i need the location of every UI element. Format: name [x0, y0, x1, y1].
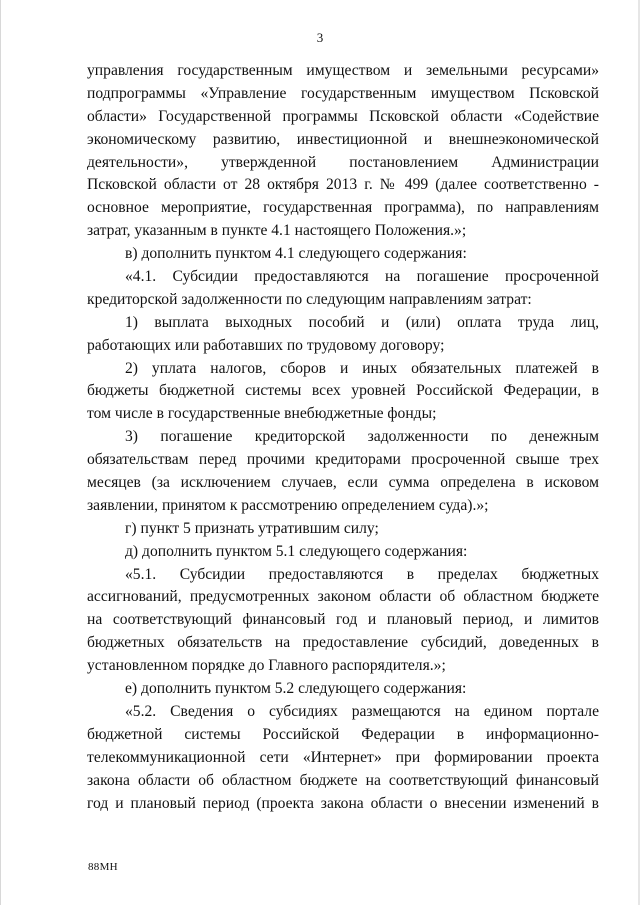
- text-line: том числе в государственные внебюджетные фонды;: [87, 405, 437, 423]
- text-line: Псковской области от 28 октября 2013 г. № 499 (далее соответственно -: [87, 176, 599, 194]
- text-line: «4.1. Субсидии предоставляются на погашение просроченной: [125, 268, 599, 286]
- text-line: е) дополнить пунктом 5.2 следующего содержания:: [125, 680, 467, 698]
- text-line: бюджетных обязательств на предоставление субсидий, доведенных в: [87, 634, 599, 652]
- text-line: деятельности», утвержденной постановлением Администрации: [87, 153, 599, 171]
- text-line: 2) уплата налогов, сборов и иных обязательных платежей в: [125, 359, 599, 377]
- text-line: экономическому развитию, инвестиционной и внешнеэкономической: [87, 130, 599, 148]
- text-line: закона области об областном бюджете на соответствующий финансовый: [87, 771, 599, 789]
- page-number: 3: [316, 30, 324, 45]
- text-line: затрат, указанным в пункте 4.1 настоящего Положения.»;: [87, 222, 467, 240]
- text-line: основное мероприятие, государственная программа), по направлениям: [87, 199, 599, 217]
- text-line: области» Государственной программы Псковской области «Содействие: [87, 107, 599, 125]
- text-line: заявлении, принятом к рассмотрению определением суда).»;: [87, 496, 489, 514]
- text-line: управления государственным имуществом и земельными ресурсами»: [87, 62, 599, 79]
- text-line: г) пункт 5 признать утратившим силу;: [125, 519, 379, 537]
- text-line: «5.1. Субсидии предоставляются в пределах бюджетных: [125, 565, 599, 583]
- text-line: бюджетной системы Российской Федерации в информационно-: [87, 725, 599, 743]
- text-line: бюджеты бюджетной системы всех уровней Российской Федерации, в: [87, 382, 599, 400]
- text-line: работающих или работавших по трудовому договору;: [87, 336, 445, 354]
- text-line: в) дополнить пунктом 4.1 следующего содержания:: [125, 245, 467, 263]
- scan-edge-left: [0, 0, 1, 905]
- text-line: телекоммуникационной сети «Интернет» при формировании проекта: [87, 748, 599, 766]
- text-line: месяцев (за исключением случаев, если сумма определена в исковом: [87, 474, 599, 492]
- text-line: 3) погашение кредиторской задолженности по денежным: [125, 428, 599, 446]
- text-line: установленном порядке до Главного распорядителя.»;: [87, 657, 446, 675]
- text-line: кредиторской задолженности по следующим направлениям затрат:: [87, 290, 532, 308]
- document-body: [87, 60, 599, 815]
- text-line: подпрограммы «Управление государственным имуществом Псковской: [87, 84, 599, 102]
- text-line: «5.2. Сведения о субсидиях размещаются на едином портале: [125, 702, 599, 720]
- text-line: обязательствам перед прочими кредиторами просроченной свыше трех: [87, 451, 599, 469]
- text-line: на соответствующий финансовый год и плановый период, и лимитов: [87, 611, 599, 629]
- text-line: год и плановый период (проекта закона области о внесении изменений в: [87, 794, 599, 812]
- document-footer-code: 88МН: [88, 861, 118, 873]
- text-line: д) дополнить пунктом 5.1 следующего содержания:: [125, 542, 468, 560]
- text-line: 1) выплата выходных пособий и (или) оплата труда лиц,: [125, 313, 599, 331]
- text-line: ассигнований, предусмотренных законом области об областном бюджете: [87, 588, 599, 606]
